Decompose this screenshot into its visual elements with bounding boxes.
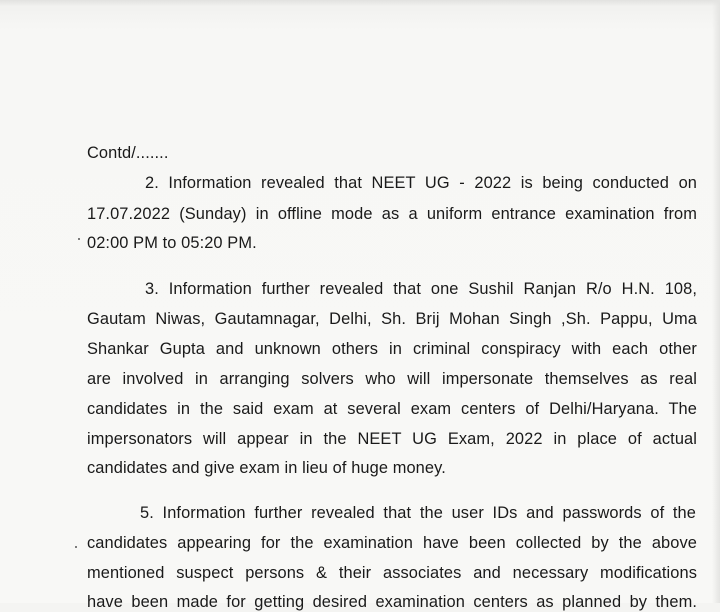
scan-speck: [75, 546, 77, 548]
para2-line3: 02:00 PM to 05:20 PM.: [87, 234, 257, 252]
para5-line2: candidates appearing for the examination have been collected by the above: [87, 534, 697, 552]
page-edge-shadow: [0, 0, 720, 6]
scan-speck: [78, 238, 80, 240]
para3-line2: Gautam Niwas, Gautamnagar, Delhi, Sh. Brij Mohan Singh ,Sh. Pappu, Uma: [87, 310, 697, 328]
para3-line3: Shankar Gupta and unknown others in criminal conspiracy with each other: [87, 340, 697, 358]
para3-line5: candidates in the said exam at several exam centers of Delhi/Haryana. The: [87, 400, 697, 418]
para3-line4: are involved in arranging solvers who will impersonate themselves as real: [87, 370, 697, 388]
para5-line4: have been made for getting desired examination centers as planned by them.: [87, 593, 697, 611]
para5-line1: 5. Information further revealed that the user IDs and passwords of the: [140, 504, 696, 522]
para3-line1: 3. Information further revealed that one Sushil Ranjan R/o H.N. 108,: [145, 280, 697, 298]
page-edge-shadow-right: [712, 0, 720, 603]
para5-line3: mentioned suspect persons & their associates and necessary modifications: [87, 564, 697, 582]
para3-line7: candidates and give exam in lieu of huge money.: [87, 459, 446, 477]
contd-text: Contd/.......: [87, 144, 169, 162]
para2-line1: 2. Information revealed that NEET UG - 2022 is being conducted on: [145, 174, 697, 192]
para3-line6: impersonators will appear in the NEET UG Exam, 2022 in place of actual: [87, 430, 697, 448]
para2-line2: 17.07.2022 (Sunday) in offline mode as a uniform entrance examination from: [87, 205, 697, 223]
